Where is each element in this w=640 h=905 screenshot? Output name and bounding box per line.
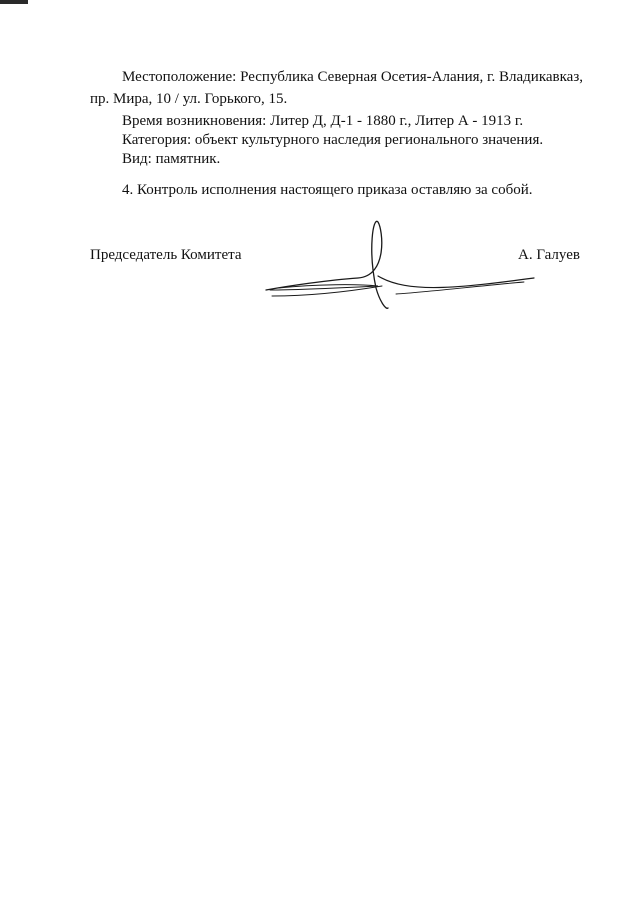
corner-mark (0, 0, 28, 4)
category: Категория: объект культурного наследия регионального значения. (122, 132, 544, 148)
location-line-2: пр. Мира, 10 / ул. Горького, 15. (90, 91, 288, 107)
signatory-name: А. Галуев (518, 247, 580, 263)
location-line-1: Местоположение: Республика Северная Осетия-Алания, г. Владикавказ, (122, 69, 584, 85)
time-of-origin: Время возникновения: Литер Д, Д-1 - 1880 г., Литер А - 1913 г. (122, 113, 524, 129)
clause-4: 4. Контроль исполнения настоящего приказа оставляю за собой. (122, 182, 533, 198)
signatory-position: Председатель Комитета (90, 247, 242, 263)
kind: Вид: памятник. (122, 151, 221, 167)
signature-image (258, 210, 538, 310)
